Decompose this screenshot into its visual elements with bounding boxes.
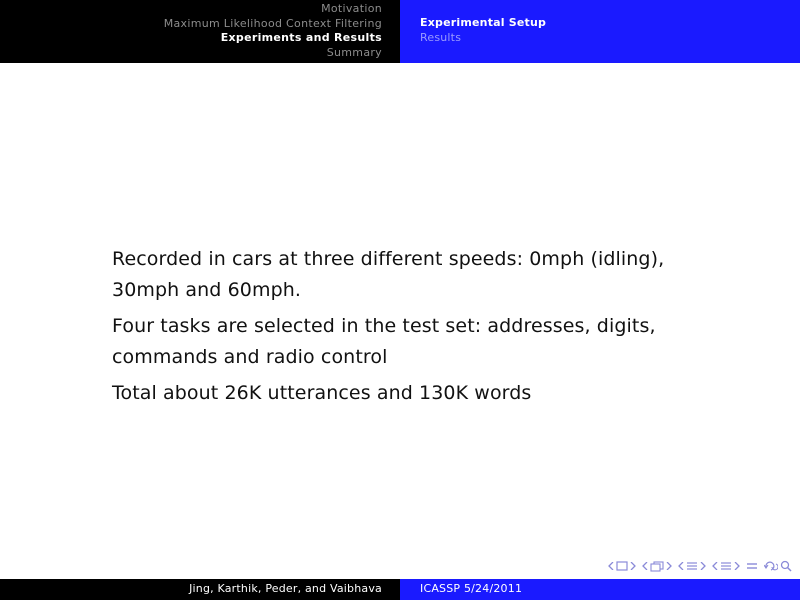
subsection-item-results[interactable]: Results [420, 30, 462, 44]
bullet-item: Four tasks are selected in the test set: addresses, digits, commands and radio control [112, 315, 656, 368]
footer [0, 579, 800, 600]
section-item-motivation[interactable]: Motivation [321, 2, 382, 15]
section-item-summary[interactable]: Summary [326, 45, 382, 59]
footer-left [0, 579, 400, 600]
section-nav-group [678, 561, 706, 571]
prev-document-icon[interactable] [712, 562, 718, 570]
next-frame-icon[interactable] [630, 562, 636, 570]
section-navigation [0, 0, 400, 63]
prev-subsection-icon[interactable] [642, 562, 648, 570]
footer-authors: Jing, Karthik, Peder, and Vaibhava [189, 582, 382, 595]
search-nav-group [764, 560, 792, 572]
next-section-icon[interactable] [700, 562, 706, 570]
document-icon[interactable] [720, 561, 732, 571]
slide-content [112, 244, 732, 414]
align-icon[interactable] [746, 561, 758, 571]
next-document-icon[interactable] [734, 562, 740, 570]
tools-nav-group [746, 561, 758, 571]
navigation-symbols [608, 558, 792, 574]
footer-right [400, 579, 800, 600]
subsection-list [420, 16, 546, 45]
subsection-icon[interactable] [650, 561, 664, 572]
undo-icon[interactable] [764, 561, 778, 571]
header [0, 0, 800, 63]
frame-icon[interactable] [616, 561, 628, 571]
subsection-item-experimental-setup[interactable]: Experimental Setup [420, 16, 547, 29]
footer-conference: ICASSP 5/24/2011 [420, 582, 523, 595]
subsection-nav-group [642, 561, 672, 572]
section-list [164, 2, 382, 60]
bullet-item: Recorded in cars at three different speeds: 0mph (idling), 30mph and 60mph. [112, 248, 665, 301]
frame-nav-group [608, 561, 636, 571]
search-icon[interactable] [780, 560, 792, 572]
section-item-maximum-likelihood-context-filtering[interactable]: Maximum Likelihood Context Filtering [163, 16, 382, 30]
subsection-navigation [400, 0, 800, 63]
bullet-item: Total about 26K utterances and 130K words [112, 382, 532, 404]
document-nav-group [712, 561, 740, 571]
section-item-experiments-and-results[interactable]: Experiments and Results [220, 31, 382, 44]
next-subsection-icon[interactable] [666, 562, 672, 570]
section-icon[interactable] [686, 561, 698, 571]
prev-frame-icon[interactable] [608, 562, 614, 570]
prev-section-icon[interactable] [678, 562, 684, 570]
